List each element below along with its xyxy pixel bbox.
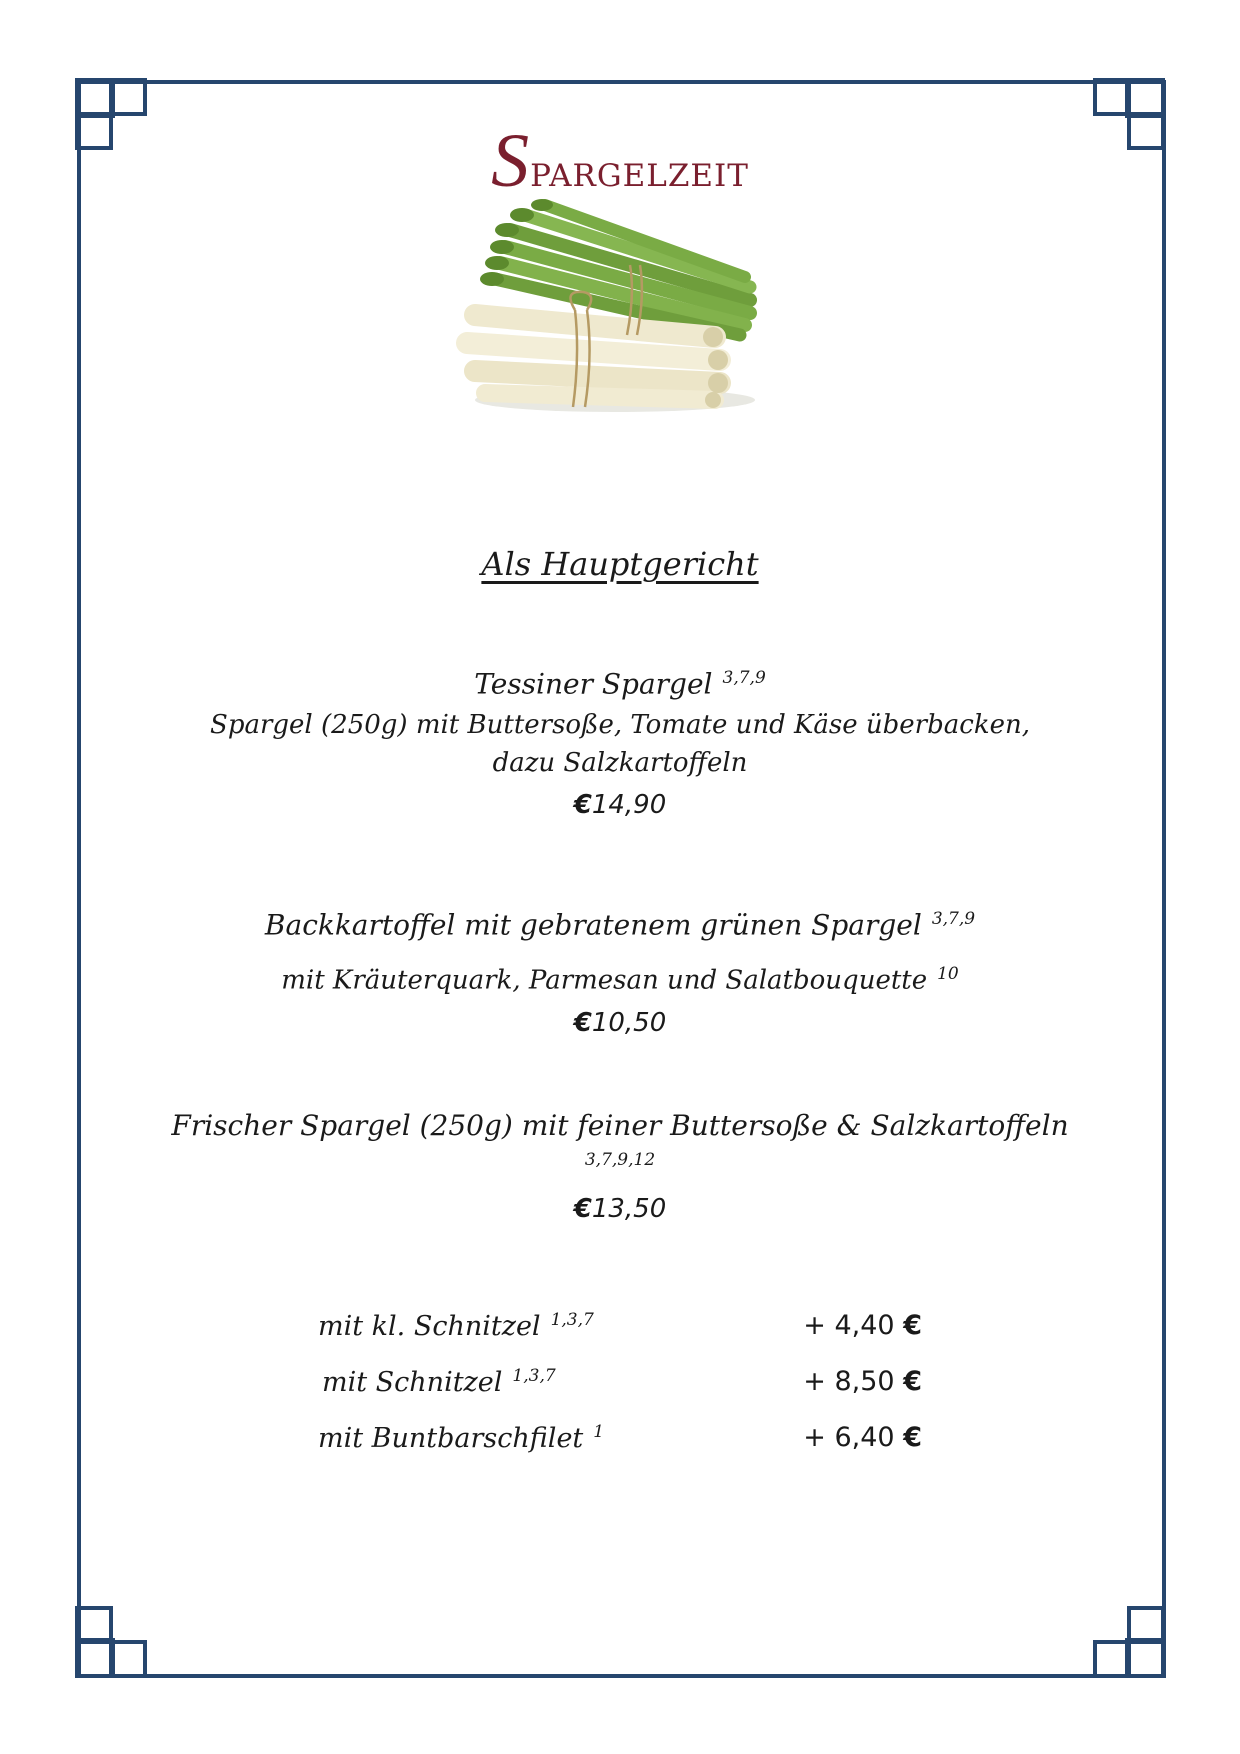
- price-value: 13,50: [591, 1194, 667, 1224]
- dish-item: [0, 658, 1240, 820]
- corner-ornament-icon: [1093, 1606, 1165, 1678]
- asparagus-bundle-illustration: [455, 185, 775, 420]
- dish-item: [0, 899, 1240, 1038]
- extra-label: [318, 1310, 594, 1342]
- extra-name: mit Schnitzel: [322, 1367, 503, 1398]
- allergen-codes: 10: [937, 964, 959, 985]
- price-value: 14,90: [591, 790, 667, 821]
- extra-label: [322, 1366, 556, 1398]
- dish-name: Tessiner Spargel: [474, 667, 713, 701]
- extra-price: [803, 1422, 922, 1453]
- dish-name-line: [0, 899, 1240, 945]
- price-value: + 6,40: [803, 1422, 895, 1453]
- extra-label: [318, 1422, 604, 1454]
- dish-name-line: [0, 658, 1240, 704]
- dish-price: [0, 1008, 1240, 1038]
- allergen-codes: 3,7,9: [931, 909, 976, 929]
- allergen-codes: 3,7,9,12: [584, 1150, 656, 1170]
- currency-symbol: €: [903, 1310, 922, 1341]
- title-initial: S: [491, 119, 531, 203]
- currency-symbol: €: [573, 790, 592, 821]
- extra-option-row: [318, 1310, 922, 1352]
- dish-price: [0, 1194, 1240, 1224]
- currency-symbol: €: [573, 1194, 592, 1224]
- dish-description-line: [0, 953, 1240, 1002]
- dish-name: Backkartoffel mit gebratenem grünen Spargel: [264, 908, 922, 942]
- dish-price: [0, 790, 1240, 820]
- price-value: 10,50: [591, 1007, 667, 1038]
- extra-price: [803, 1310, 922, 1341]
- allergen-codes: 1,3,7: [550, 1310, 594, 1330]
- allergen-codes: 1: [593, 1422, 605, 1442]
- extra-name: mit Buntbarschfilet: [318, 1423, 584, 1454]
- extra-name: mit kl. Schnitzel: [318, 1311, 541, 1342]
- corner-ornament-icon: [75, 1606, 147, 1678]
- dish-item: [0, 1106, 1240, 1224]
- extra-price: [803, 1366, 922, 1397]
- dish-description: mit Kräuterquark, Parmesan und Salatbouquette: [281, 965, 928, 996]
- currency-symbol: €: [573, 1007, 592, 1038]
- dish-description: dazu Salzkartoffeln: [492, 748, 748, 779]
- extra-option-row: [318, 1366, 922, 1408]
- price-value: + 8,50: [803, 1366, 895, 1397]
- allergen-codes: 1,3,7: [512, 1366, 556, 1386]
- extra-option-row: [318, 1422, 922, 1464]
- title-rest: pargelzeit: [530, 146, 749, 197]
- dish-description: Spargel (250g) mit Buttersoße, Tomate und Käse überbacken,: [210, 710, 1030, 741]
- allergen-codes: 3,7,9: [722, 668, 766, 688]
- dish-name: Frischer Spargel (250g) mit feiner Buttersoße & Salzkartoffeln: [171, 1109, 1069, 1142]
- price-value: + 4,40: [803, 1310, 895, 1341]
- section-heading: Als Hauptgericht: [481, 545, 759, 583]
- currency-symbol: €: [903, 1422, 922, 1453]
- currency-symbol: €: [903, 1366, 922, 1397]
